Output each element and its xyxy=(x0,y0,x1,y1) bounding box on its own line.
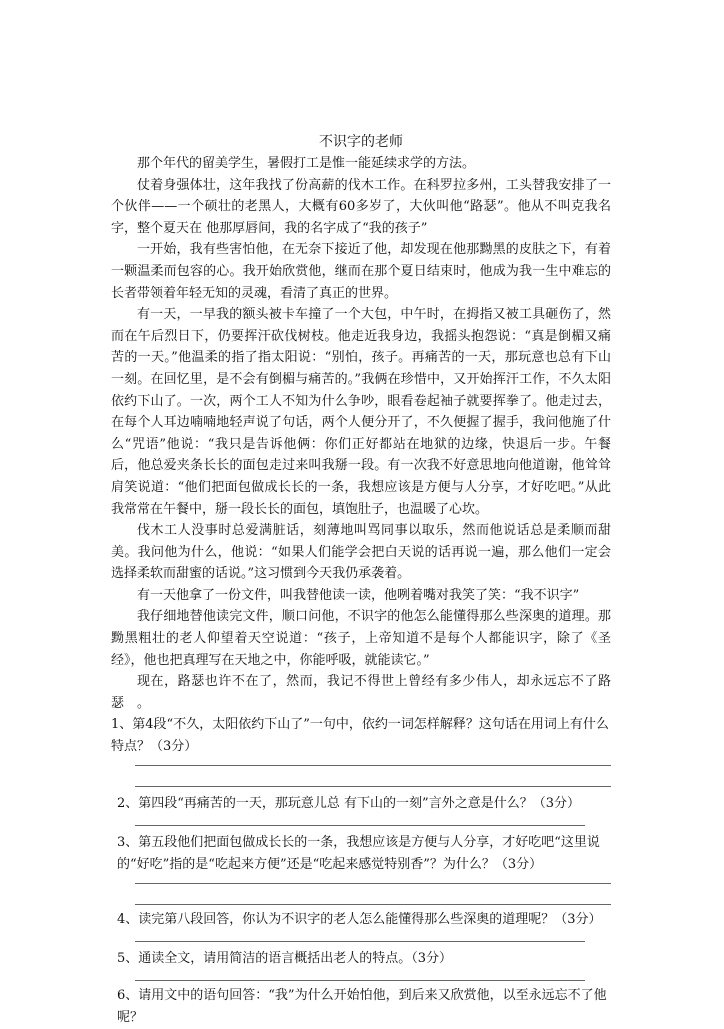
paragraph-2: 仗着身强体壮，这年我找了份高薪的伐木工作。在科罗拉多州，工头替我安排了一个伙伴——一个硕壮的老黑人，大概有60多岁了，大伙叫他“路瑟”。他从不叫克我名字，整个夏天在 他那厚唇间，我的名字成了“我的孩子” xyxy=(111,177,611,236)
answer-line[interactable] xyxy=(135,786,611,787)
paragraph-7: 我仔细地替他读完文件，顺口问他，不识字的他怎么能懂得那么些深奥的道理。那黝黑粗壮的老人仰望着天空说道：“孩子，上帝知道不是每个人都能识字，除了《圣经》，他也把真理写在天地之中，你能呼吸，就能读它。” xyxy=(111,609,611,668)
paragraph-1: 那个年代的留美学生，暑假打工是惟一能延续求学的方法。 xyxy=(137,156,476,171)
question-3: 3、第五段他们把面包做成长长的一条，我想应该是方便与人分享，才好吃吧“这里说的“好吃”指的是“吃起来方便”还是“吃起来感觉特别香”？为什么？（3分） xyxy=(117,835,600,873)
answer-line[interactable] xyxy=(135,765,611,766)
answer-line[interactable] xyxy=(135,904,611,905)
answer-line[interactable] xyxy=(135,941,585,942)
question-6: 6、请用文中的语句回答：“我”为什么开始怕他，到后来又欣赏他，以至永远忘不了他呢？ xyxy=(117,988,607,1026)
answer-line[interactable] xyxy=(135,883,611,884)
question-2: 2、第四段“再痛苦的一天，那玩意儿总 有下山的一刻”言外之意是什么？（3分） xyxy=(117,796,580,812)
question-1: 1、第4段“不久，太阳依约下山了”一句中，依约一词怎样解释？这句话在用词上有什么特点？（3分） xyxy=(111,717,609,755)
paragraph-5: 伐木工人没事时总爱满脏话，刻薄地叫骂同事以取乐，然而他说话总是柔顺而甜美。我问他为什么，他说：“如果人们能学会把白天说的话再说一遍，那么他们一定会选择柔软而甜蜜的话说。”这习惯到今天我仍承袭着。 xyxy=(111,523,611,582)
paragraph-6: 有一天他拿了一份文件，叫我替他读一读，他咧着嘴对我笑了笑：“我不识字” xyxy=(137,587,580,603)
question-4: 4、读完第八段回答，你认为不识字的老人怎么能懂得那么些深奥的道理呢？（3分） xyxy=(117,912,602,928)
paragraph-8: 现在，路瑟也许不在了，然而，我记不得世上曾经有多少伟人，却永远忘不了路瑟 。 xyxy=(111,674,611,711)
paragraph-3: 一开始，我有些害怕他，在无奈下接近了他，却发现在他那黝黑的皮肤之下，有着一颗温柔而包容的心。我开始欣赏他，继而在那个夏日结束时，他成为我一生中难忘的长者带领着年轻无知的灵魂，看清了真正的世界。 xyxy=(111,242,611,301)
paragraph-4: 有一天，一早我的额头被卡车撞了一个大包，中午时，在拇指又被工具砸伤了，然而在午后烈日下，仍要挥汗砍伐树枝。他走近我身边，我摇头抱怨说：“真是倒楣又痛苦的一天。”他温柔的指了指太阳说：“别怕，孩子。再痛苦的一天，那玩意也总有下山一刻。在回忆里，是不会有倒楣与痛苦的。”我俩在珍惜中，又开始挥汗工作，不久太阳依约下山了。一次，两个工人不知为什么争吵，眼看卷起袖子就要挥拳了。他走过去，在每个人耳边喃喃地轻声说了句话，两个人便分开了，不久便握了握手，我问他施了什么“咒语”他说：“我只是告诉他俩：你们正好都站在地狱的边缘，快退后一步。午餐后，他总爱夹条长长的面包走过来叫我掰一段。有一次我不好意思地向他道谢，他耸耸肩笑说道：“他们把面包做成长长的一条，我想应该是方便与人分享，才好吃吧。”从此我常常在午餐中，掰一段长长的面包，填饱肚子，也温暖了心坎。 xyxy=(111,307,611,517)
page-title: 不识字的老师 xyxy=(319,134,403,150)
document-body xyxy=(111,131,611,1029)
answer-line[interactable] xyxy=(135,825,585,826)
question-5: 5、通读全文，请用简洁的语言概括出老人的特点。（3分） xyxy=(117,951,453,967)
answer-line[interactable] xyxy=(135,980,585,981)
